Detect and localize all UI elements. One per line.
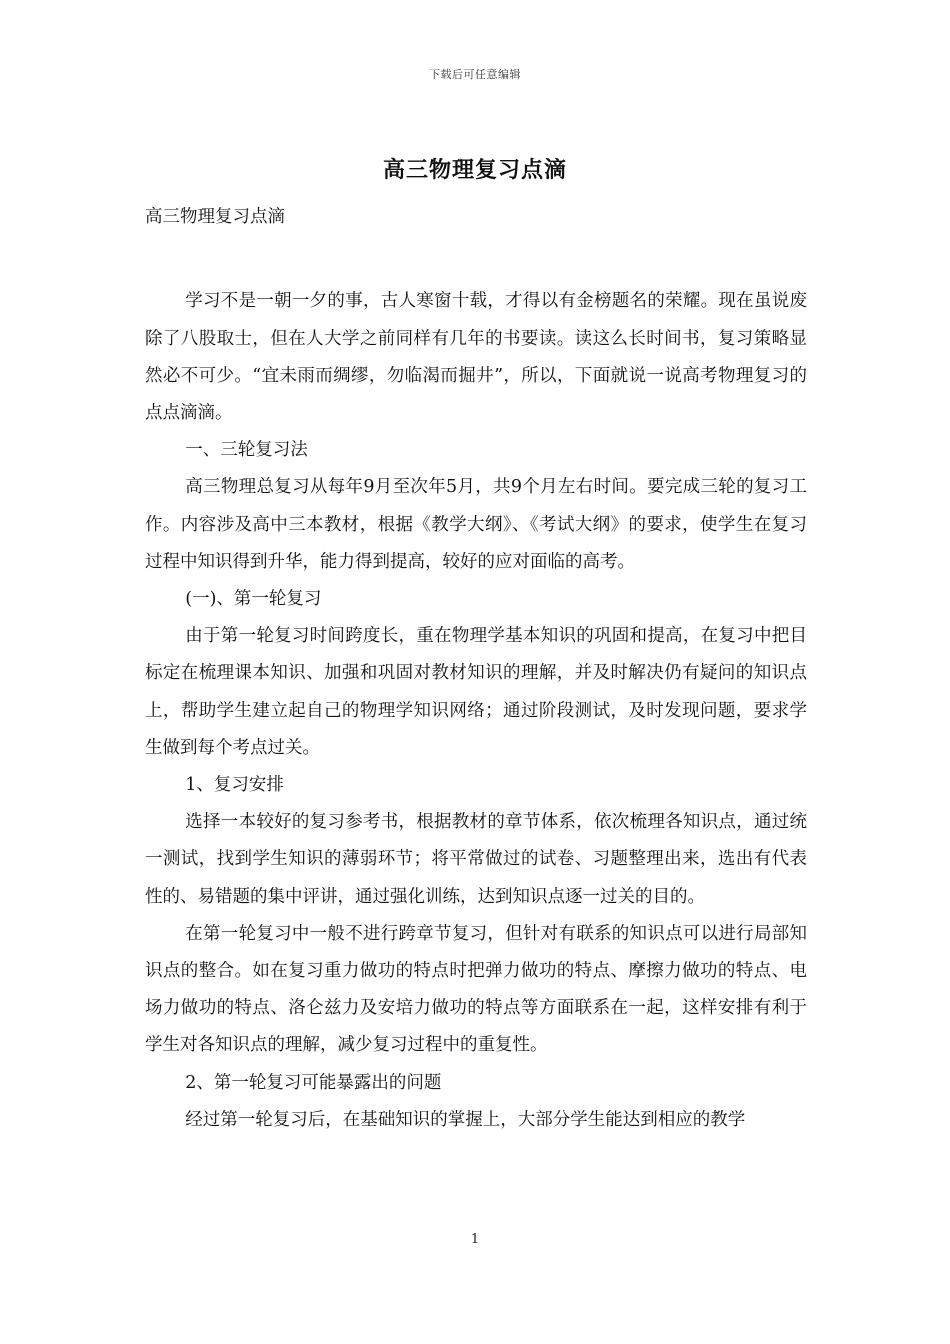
paragraph-first-round: 由于第一轮复习时间跨度长，重在物理学基本知识的巩固和提高，在复习中把目标定在梳理课本知识、加强和巩固对教材知识的理解，并及时解决仍有疑问的知识点上，帮助学生建立起自己的物理学知识网络；通过阶段测试，及时发现问题，要求学生做到每个考点过关。 <box>145 626 807 758</box>
header-note: 下载后可任意编辑 <box>429 68 521 81</box>
paragraph-intro: 学习不是一朝一夕的事，古人寒窗十载，才得以有金榜题名的荣耀。现在虽说废除了八股取士，但在人大学之前同样有几年的书要读。读这么长时间书，复习策略显然必不可少。“宜未雨而绸缪，勿临渴而掘井”，所以，下面就说一说高考物理复习的点点滴滴。 <box>145 291 807 423</box>
document-body <box>145 199 807 1139</box>
document-title: 高三物理复习点滴 <box>382 157 567 183</box>
paragraph-problems: 经过第一轮复习后，在基础知识的掌握上，大部分学生能达到相应的教学 <box>185 1109 746 1130</box>
subsection-heading-first-round: (一)、第一轮复习 <box>185 589 322 610</box>
paragraph-integration: 在第一轮复习中一般不进行跨章节复习，但针对有联系的知识点可以进行局部知识点的整合。如在复习重力做功的特点时把弹力做功的特点、摩擦力做功的特点、电场力做功的特点、洛仑兹力及安培力做功的特点等方面联系在一起，这样安排有利于学生对各知识点的理解，减少复习过程中的重复性。 <box>145 923 807 1056</box>
blank-line <box>145 236 807 273</box>
paragraph-schedule: 高三物理总复习从每年9月至次年5月，共9个月左右时间。要完成三轮的复习工作。内容涉及高中三本教材，根据《教学大纲》、《考试大纲》的要求，使学生在复习过程中知识得到升华，能力得到提高，较好的应对面临的高考。 <box>145 477 807 572</box>
section-heading-three-rounds: 一、三轮复习法 <box>185 440 308 461</box>
subtitle-line: 高三物理复习点滴 <box>145 207 285 227</box>
item-heading-problems: 2、第一轮复习可能暴露出的问题 <box>185 1072 442 1093</box>
page-number: 1 <box>470 1232 480 1247</box>
item-heading-arrangement: 1、复习安排 <box>185 775 284 796</box>
paragraph-arrangement: 选择一本较好的复习参考书，根据教材的章节体系，依次梳理各知识点，通过统一测试，找到学生知识的薄弱环节；将平常做过的试卷、习题整理出来，选出有代表性的、易错题的集中评讲，通过强化训练，达到知识点逐一过关的目的。 <box>145 812 807 907</box>
